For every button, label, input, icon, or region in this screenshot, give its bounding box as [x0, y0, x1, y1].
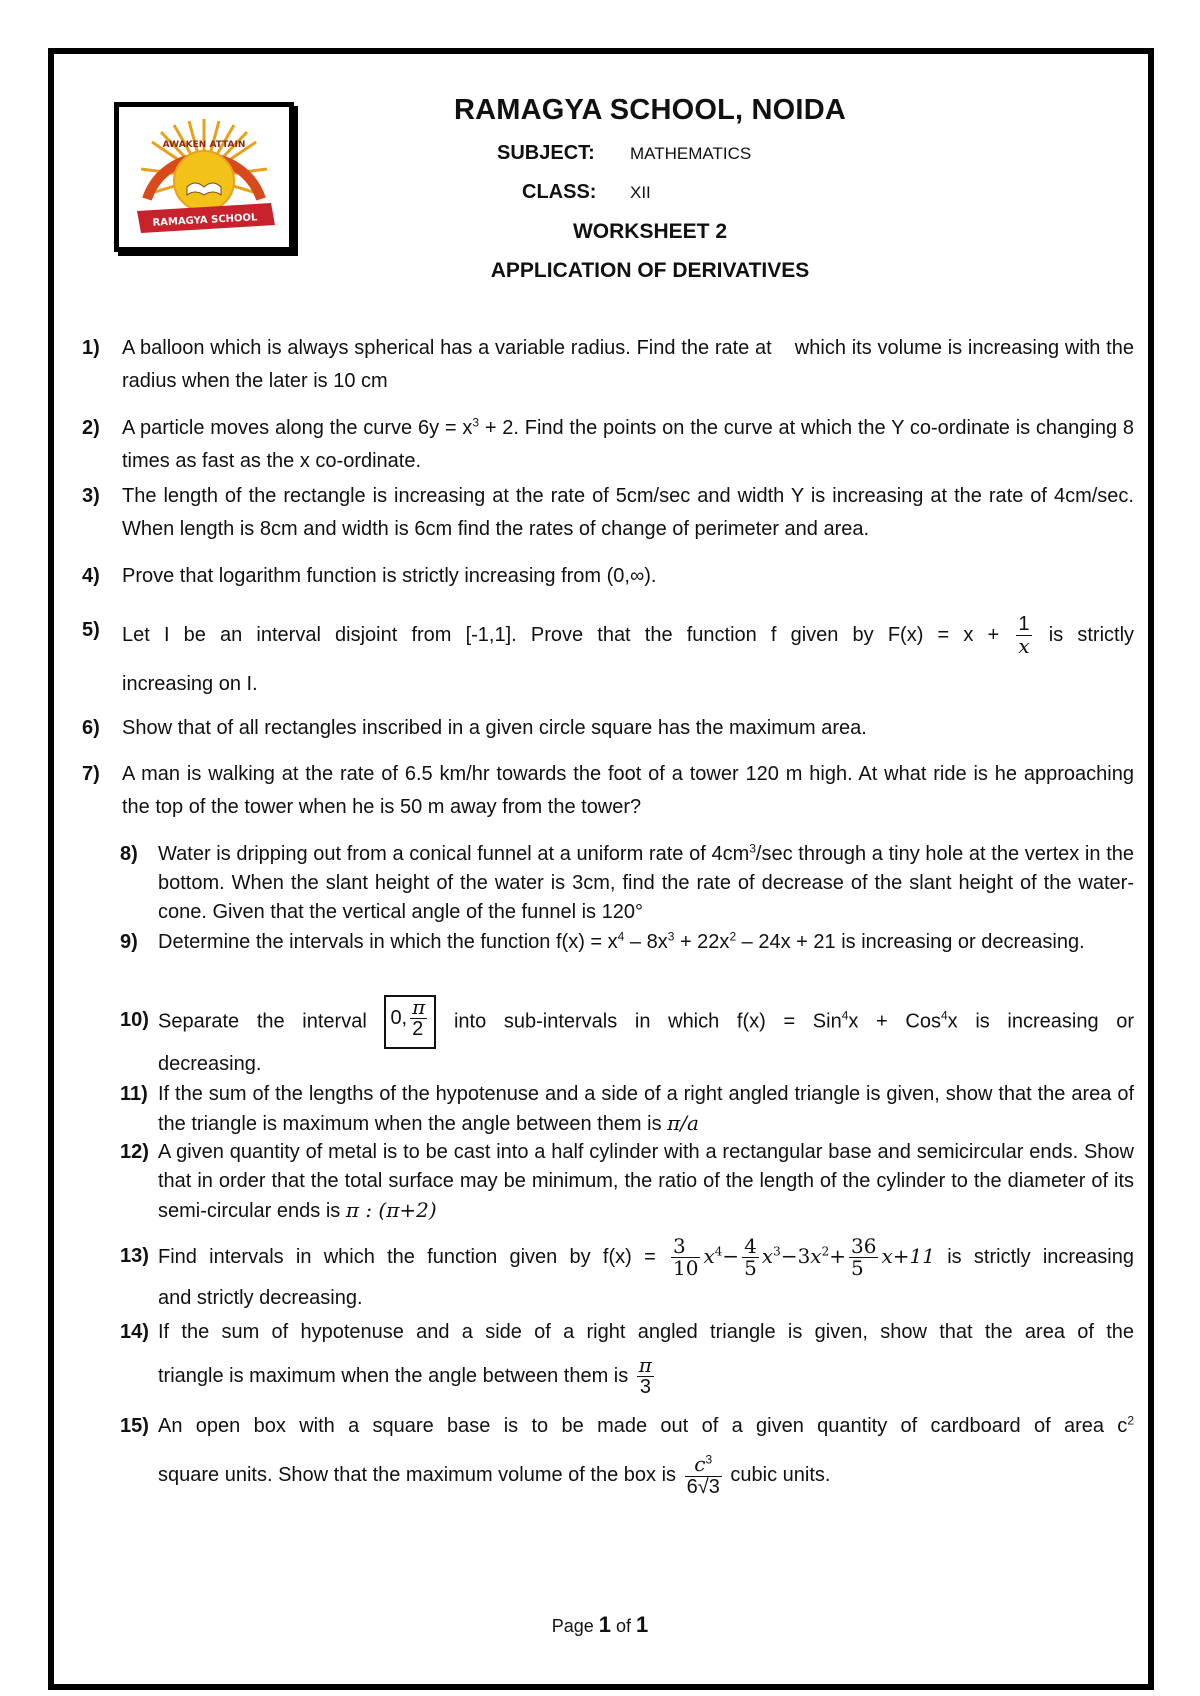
question-text: Separate the interval [158, 1010, 367, 1033]
operator: + [829, 1244, 846, 1268]
question-3 [82, 480, 1134, 546]
exponent: 3 [749, 841, 756, 856]
question-number: 7) [82, 763, 100, 785]
question-9 [120, 928, 1134, 957]
exponent: 4 [617, 929, 625, 944]
fraction-denominator: 2 [412, 1018, 424, 1040]
question-text: decreasing. [158, 1053, 262, 1075]
question-1 [82, 332, 1140, 398]
question-number: 1) [82, 337, 100, 359]
fraction [849, 1236, 878, 1279]
interval-start: 0, [390, 1007, 408, 1029]
fraction-numerator: c [694, 1451, 706, 1476]
fraction-numerator: π [638, 1353, 652, 1378]
subject-label: SUBJECT: [497, 142, 595, 164]
operator: − [722, 1244, 740, 1268]
exponent: 2 [1127, 1413, 1134, 1428]
question-number: 10) [120, 1009, 149, 1031]
question-number: 6) [82, 717, 100, 739]
fraction [1016, 614, 1031, 657]
page-footer [0, 1612, 1200, 1638]
exponent: 3 [472, 415, 480, 430]
question-number: 15) [120, 1415, 149, 1437]
fraction-denominator: 5 [744, 1256, 757, 1280]
logo-banner-text: RAMAGYA SCHOOL [152, 212, 258, 229]
question-text: triangle is maximum when the angle between them is [158, 1365, 629, 1387]
fraction-denominator: 10 [673, 1256, 699, 1280]
question-text: A given quantity of metal is to be cast into a half cylinder with a rectangular base and semicircular ends. Show that in order that the total surface may be minimum, the ratio of the length of the cylinder to the diameter of its semi-circular ends is [158, 1141, 1134, 1222]
exponent: 4 [940, 1008, 948, 1023]
fraction-denominator: 3 [639, 1376, 651, 1399]
worksheet-header [380, 94, 920, 294]
class-row [380, 181, 920, 211]
question-2 [82, 412, 1135, 478]
question-number: 9) [120, 931, 138, 953]
question-text: into sub-intervals in which f(x) = Sin [453, 1010, 842, 1033]
fraction-denominator: 5 [850, 1256, 864, 1280]
exponent: 3 [705, 1452, 713, 1467]
fraction-numerator: 4 [744, 1234, 757, 1258]
question-11 [120, 1080, 1134, 1139]
question-number: 2) [82, 417, 100, 439]
polynomial-expression [668, 1234, 935, 1280]
subject-row [380, 142, 920, 172]
exponent: 2 [729, 929, 737, 944]
fraction-numerator: 36 [850, 1234, 877, 1258]
question-text: increasing on I. [122, 673, 258, 695]
question-text: x + Cos [848, 1010, 941, 1033]
term: −3 [780, 1244, 811, 1268]
question-text: + 2. Find the points on the curve at which the Y co-ordinate is changing 8 times as fast as the x co-ordinate. [122, 417, 1135, 472]
question-text: + 22x [674, 931, 730, 953]
subject-value: MATHEMATICS [630, 144, 752, 163]
question-text: A balloon which is always spherical has a variable radius. Find the rate at which its volume is increasing with the radius when the later is 10 cm [122, 337, 1140, 392]
question-text: Determine the intervals in which the function f(x) = x [158, 931, 618, 953]
page-total: 1 [636, 1612, 649, 1637]
question-8 [120, 840, 1134, 927]
closed-interval [384, 995, 436, 1049]
question-14-continued [158, 1352, 1134, 1400]
question-text: x is increasing or [947, 1010, 1135, 1033]
footer-page-word: Page [551, 1616, 594, 1636]
question-6 [82, 712, 1134, 745]
question-15 [120, 1412, 1134, 1441]
question-text: A man is walking at the rate of 6.5 km/hr towards the foot of a tower 120 m high. At what ride is he approaching the top of the tower when he is 50 m away from the tower? [122, 763, 1134, 818]
exponent: 3 [667, 929, 675, 944]
fraction-denominator: 6√3 [686, 1475, 720, 1498]
question-text: /sec through a tiny hole at the vertex in the bottom. When the slant height of the water is 3cm, find the rate of decrease of the slant height of the water-cone. Given that the vertical angle of the funnel is 120° [158, 843, 1134, 923]
fraction [410, 997, 427, 1040]
question-text: square units. Show that the maximum volume of the box is [158, 1464, 677, 1486]
logo-sun-icon [119, 107, 289, 247]
question-number: 12) [120, 1141, 149, 1163]
math-expression: π : (π+2) [345, 1198, 437, 1222]
question-text: Water is dripping out from a conical funnel at a uniform rate of 4cm [158, 843, 750, 865]
page-number: 1 [598, 1612, 611, 1637]
question-12 [120, 1138, 1134, 1226]
topic-title: APPLICATION OF DERIVATIVES [490, 259, 810, 282]
question-13-continued [158, 1284, 1134, 1313]
fraction [671, 1236, 700, 1279]
question-text: Prove that logarithm function is strictly increasing from (0,∞). [122, 565, 657, 587]
question-text: An open box with a square base is to be made out of a given quantity of cardboard of area c [158, 1415, 1128, 1437]
exponent: 2 [821, 1244, 830, 1259]
question-text: Find intervals in which the function given by f(x) = [158, 1246, 656, 1268]
question-5-continued [122, 668, 1134, 701]
question-text: cubic units. [730, 1464, 831, 1486]
fraction [742, 1236, 759, 1279]
question-15-continued [158, 1446, 1134, 1504]
question-text: Show that of all rectangles inscribed in a given circle square has the maximum area. [122, 717, 867, 739]
question-number: 13) [120, 1245, 149, 1267]
class-label: CLASS: [522, 181, 597, 203]
fraction [637, 1355, 654, 1398]
fraction-numerator: π [412, 995, 426, 1019]
question-number: 8) [120, 843, 138, 865]
question-13 [120, 1228, 1134, 1285]
fraction [685, 1451, 722, 1498]
question-number: 4) [82, 565, 100, 587]
exponent: 3 [773, 1244, 781, 1259]
variable: x [810, 1244, 822, 1268]
question-text: If the sum of hypotenuse and a side of a right angled triangle is given, show that the area of the [158, 1321, 1134, 1343]
question-text: is strictly [1048, 623, 1135, 646]
question-5 [82, 613, 1135, 658]
question-number: 3) [82, 485, 100, 507]
question-4 [82, 560, 1134, 593]
fraction-numerator: 3 [671, 1236, 700, 1258]
question-text: If the sum of the lengths of the hypotenuse and a side of a right angled triangle is given, show that the area of the triangle is maximum when the angle between them is [158, 1083, 1134, 1135]
question-7 [82, 758, 1134, 824]
term: x+11 [881, 1244, 935, 1268]
variable: x [761, 1244, 774, 1268]
variable: x [703, 1244, 715, 1268]
question-text: A particle moves along the curve 6y = x [122, 417, 473, 439]
question-number: 5) [82, 619, 100, 641]
fraction-numerator: 1 [1016, 614, 1031, 636]
question-text: and strictly decreasing. [158, 1287, 363, 1309]
math-expression: π/a [667, 1111, 699, 1135]
worksheet-title: WORKSHEET 2 [572, 220, 727, 243]
exponent: 4 [714, 1244, 723, 1259]
question-10-continued [158, 1050, 1134, 1079]
class-value: XII [630, 183, 651, 202]
question-number: 14) [120, 1321, 149, 1343]
question-text: Let I be an interval disjoint from [-1,1]. Prove that the function f given by F(x) = x + [122, 623, 1000, 646]
question-text: – 8x [624, 931, 668, 953]
logo-arc-text: AWAKEN ATTAIN [162, 140, 246, 150]
school-logo [114, 102, 294, 252]
question-text: – 24x + 21 is increasing or decreasing. [736, 931, 1085, 953]
question-10 [120, 995, 1135, 1049]
question-14 [120, 1318, 1134, 1347]
footer-of-word: of [616, 1616, 632, 1636]
question-text: The length of the rectangle is increasing at the rate of 5cm/sec and width Y is increasing at the rate of 4cm/sec. When length is 8cm and width is 6cm find the rates of change of perimeter and area. [122, 485, 1134, 540]
question-number: 11) [120, 1083, 148, 1105]
exponent: 4 [841, 1008, 849, 1023]
school-name: RAMAGYA SCHOOL, NOIDA [454, 94, 846, 126]
fraction-denominator: x [1018, 634, 1030, 658]
question-text: is strictly increasing [947, 1246, 1134, 1268]
